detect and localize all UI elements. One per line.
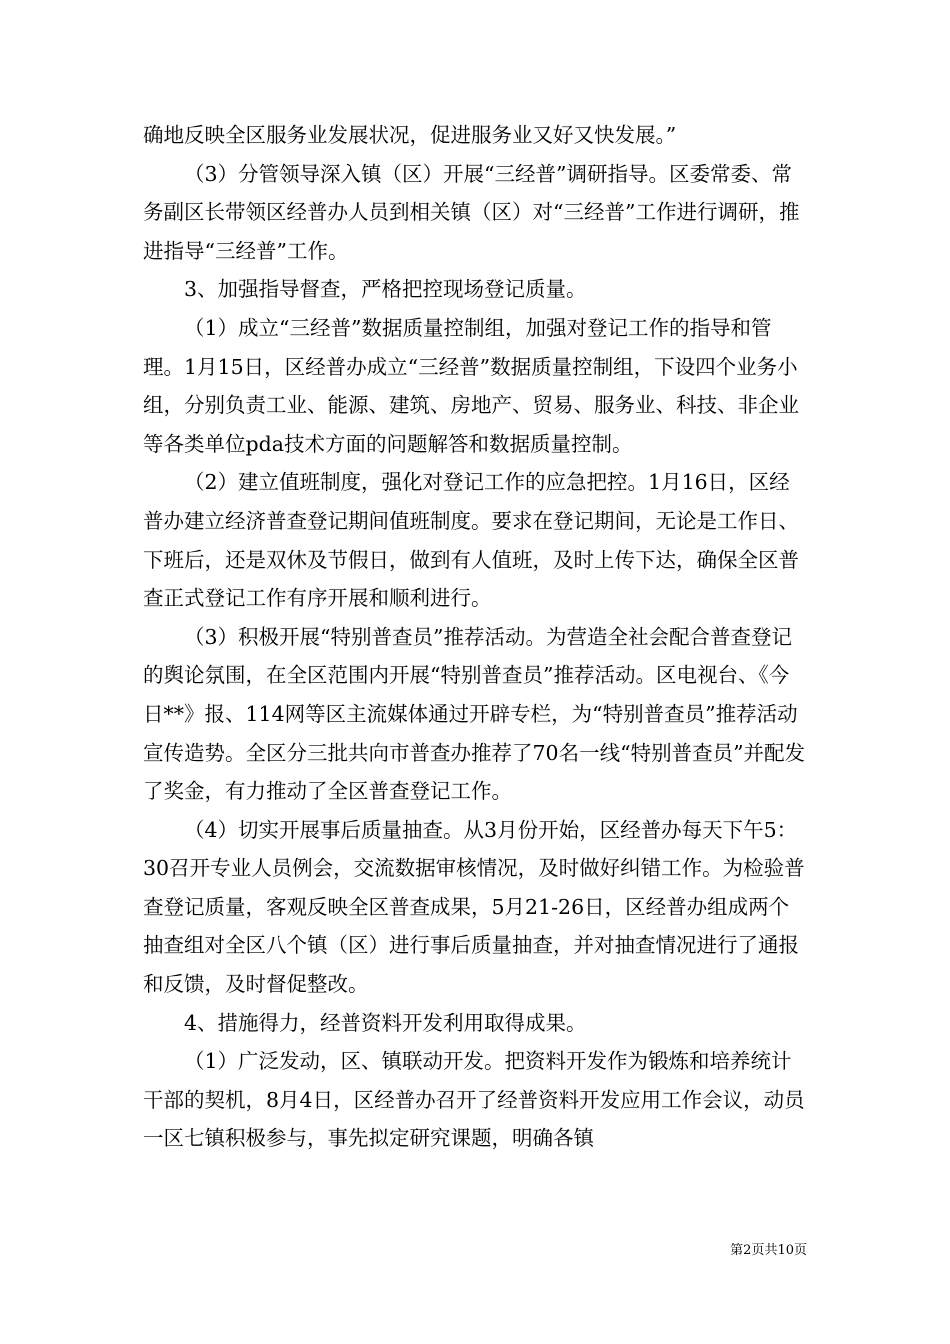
paragraph-8: 4、措施得力，经普资料开发利用取得成果。: [184, 1010, 587, 1035]
paragraph-4: （1）成立“三经普”数据质量控制组，加强对登记工作的指导和管理。1月15日，区经普办成立“三经普”数据质量控制组，下设四个业务小组，分别负责工业、能源、建筑、房地产、贸易、服务业、科技、非企业等各类单位pda技术方面的问题解答和数据质量控制。: [143, 315, 799, 456]
paragraph-9: （1）广泛发动，区、镇联动开发。把资料开发作为锻炼和培养统计干部的契机，8月4日，区经普办召开了经普资料开发应用工作会议，动员一区七镇积极参与，事先拟定研究课题，明确各镇: [143, 1049, 805, 1151]
paragraph-5: （2）建立值班制度，强化对登记工作的应急把控。1月16日，区经普办建立经济普查登记期间值班制度。要求在登记期间，无论是工作日、下班后，还是双休及节假日，做到有人值班，及时上传下达，确保全区普查正式登记工作有序开展和顺利进行。: [143, 470, 799, 611]
paragraph-6: （3）积极开展“特别普查员”推荐活动。为营造全社会配合普查登记的舆论氛围，在全区范围内开展“特别普查员”推荐活动。区电视台、《今日**》报、114网等区主流媒体通过开辟专栏，为“特别普查员”推荐活动宣传造势。全区分三批共向市普查办推荐了70名一线“特别普查员”并配发了奖金，有力推动了全区普查登记工作。: [143, 624, 806, 804]
document-body: [143, 116, 807, 1158]
paragraph-1: 确地反映全区服务业发展状况，促进服务业又好又快发展。”: [143, 123, 677, 147]
page-number-footer: 第2页共10页: [730, 1243, 807, 1258]
paragraph-3: 3、加强指导督查，严格把控现场登记质量。: [184, 277, 587, 302]
paragraph-2: （3）分管领导深入镇（区）开展“三经普”调研指导。区委常委、常务副区长带领区经普办人员到相关镇（区）对“三经普”工作进行调研，推进指导“三经普”工作。: [143, 161, 800, 263]
paragraph-7: （4）切实开展事后质量抽查。从3月份开始，区经普办每天下午5：30召开专业人员例会，交流数据审核情况，及时做好纠错工作。为检验普查登记质量，客观反映全区普查成果，5月21-26日，区经普办组成两个抽查组对全区八个镇（区）进行事后质量抽查，并对抽查情况进行了通报和反馈，及时督促整改。: [143, 817, 805, 997]
